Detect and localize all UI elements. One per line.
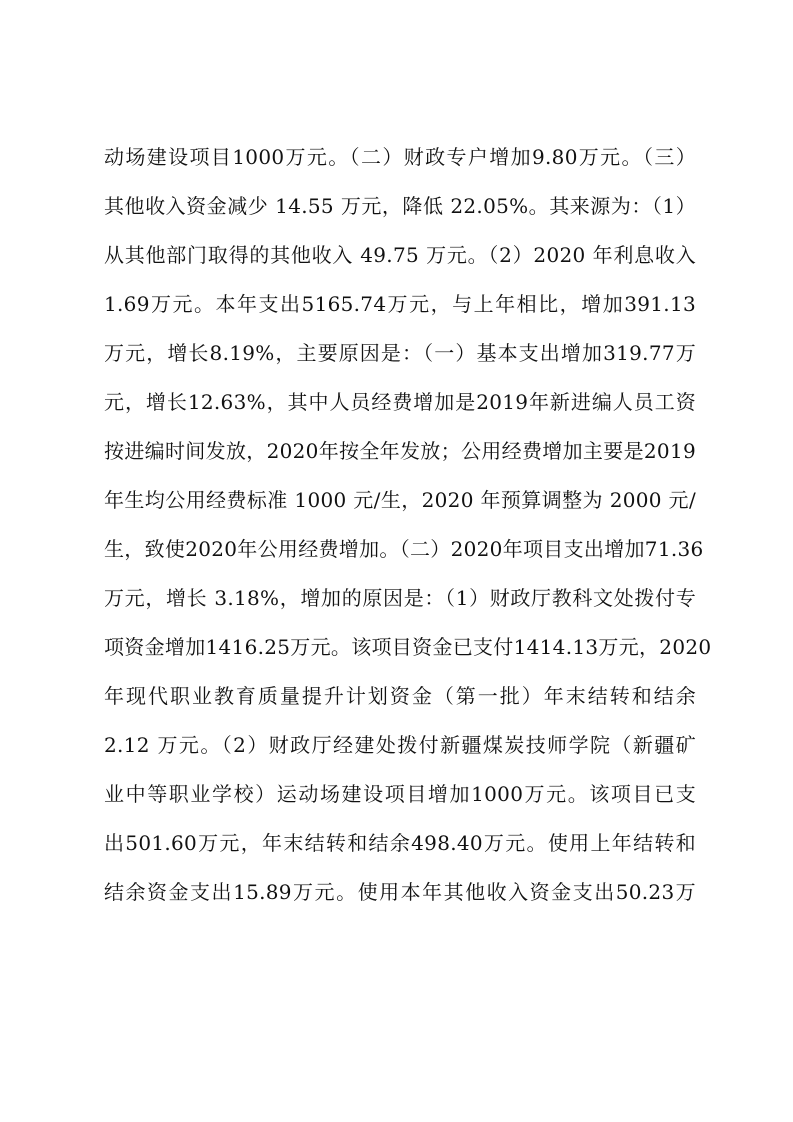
text-line: 1.69万元。本年支出5165.74万元，与上年相比，增加391.13 xyxy=(104,292,696,316)
text-line: 业中等职业学校）运动场建设项目增加1000万元。该项目已支 xyxy=(104,782,696,806)
text-line: 年现代职业教育质量提升计划资金（第一批）年末结转和结余 xyxy=(104,684,696,708)
text-line: 元，增长12.63%，其中人员经费增加是2019年新进编人员工资 xyxy=(104,390,696,414)
text-line: 项资金增加1416.25万元。该项目资金已支付1414.13万元，2020 xyxy=(104,635,712,659)
text-line: 生，致使2020年公用经费增加。（二）2020年项目支出增加71.36 xyxy=(104,537,704,561)
body-text xyxy=(104,133,712,917)
text-line: 出501.60万元，年末结转和结余498.40万元。使用上年结转和 xyxy=(104,831,696,855)
text-line: 万元，增长8.19%，主要原因是：（一）基本支出增加319.77万 xyxy=(104,341,696,365)
text-line: 按进编时间发放，2020年按全年发放；公用经费增加主要是2019 xyxy=(104,439,696,463)
text-line: 2.12 万元。（2）财政厅经建处拨付新疆煤炭技师学院（新疆矿 xyxy=(104,733,696,757)
text-line: 万元，增长 3.18%，增加的原因是：（1）财政厅教科文处拨付专 xyxy=(104,586,696,610)
text-line: 从其他部门取得的其他收入 49.75 万元。（2）2020 年利息收入 xyxy=(104,243,696,267)
text-line: 年生均公用经费标准 1000 元/生，2020 年预算调整为 2000 元/ xyxy=(104,488,696,512)
text-line: 动场建设项目1000万元。（二）财政专户增加9.80万元。（三） xyxy=(104,145,696,169)
text-line: 结余资金支出15.89万元。使用本年其他收入资金支出50.23万 xyxy=(104,880,696,904)
text-line: 其他收入资金减少 14.55 万元，降低 22.05%。其来源为：（1） xyxy=(104,194,696,218)
